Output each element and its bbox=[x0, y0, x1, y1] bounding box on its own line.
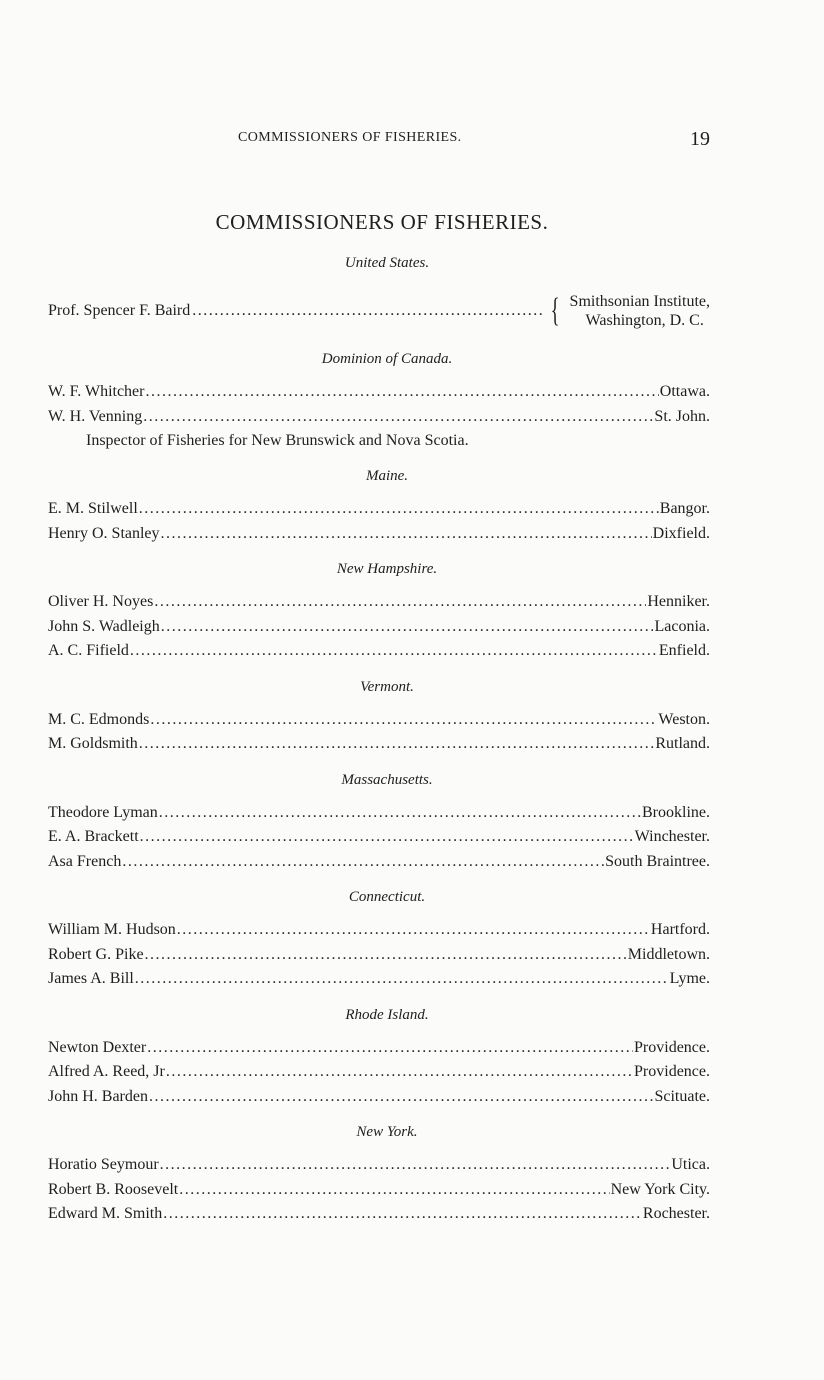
commissioner-place: Bangor. bbox=[659, 500, 710, 517]
section-heading-new-hampshire: New Hampshire. bbox=[336, 561, 438, 577]
dot-leader bbox=[154, 590, 646, 615]
commissioner-place: Rochester. bbox=[642, 1205, 710, 1222]
address-line: Smithsonian Institute, bbox=[569, 293, 710, 310]
commissioner-name: James A. Bill bbox=[48, 970, 134, 987]
section-heading-maine: Maine. bbox=[365, 468, 409, 484]
page-number: 19 bbox=[690, 128, 710, 150]
list-item bbox=[48, 918, 710, 943]
list-item bbox=[48, 708, 710, 733]
commissioner-name: M. C. Edmonds bbox=[48, 710, 150, 728]
commissioner-place: Weston. bbox=[658, 710, 710, 728]
dot-leader bbox=[145, 380, 658, 405]
commissioner-name: Henry O. Stanley bbox=[48, 524, 160, 542]
commissioner-place: Winchester. bbox=[634, 828, 710, 845]
commissioner-place: Laconia. bbox=[654, 617, 710, 635]
section-heading-massachusetts: Massachusetts. bbox=[341, 771, 433, 788]
dot-leader bbox=[130, 639, 658, 664]
dot-leader bbox=[179, 1178, 609, 1203]
commissioner-place: Dixfield. bbox=[652, 524, 710, 542]
dot-leader bbox=[177, 918, 650, 943]
list-item bbox=[48, 590, 710, 615]
list-item bbox=[48, 1178, 710, 1203]
commissioner-place: Providence. bbox=[634, 1038, 710, 1056]
dot-leader bbox=[139, 497, 659, 522]
list-item bbox=[48, 850, 710, 875]
commissioner-name: Prof. Spencer F. Baird bbox=[48, 302, 191, 319]
commissioner-place: Providence. bbox=[634, 1063, 710, 1080]
commissioner-name: W. F. Whitcher bbox=[48, 383, 145, 400]
commissioners-list bbox=[48, 252, 710, 1227]
commissioner-place: South Braintree. bbox=[605, 852, 710, 870]
dot-leader bbox=[166, 1060, 633, 1085]
list-item bbox=[48, 639, 710, 664]
list-item bbox=[48, 732, 710, 757]
commissioner-place: Middletown. bbox=[627, 945, 710, 963]
commissioner-place: Henniker. bbox=[647, 593, 710, 610]
section-heading-canada: Dominion of Canada. bbox=[321, 351, 453, 367]
commissioner-name: Alfred A. Reed, Jr bbox=[48, 1063, 165, 1080]
commissioner-name: William M. Hudson bbox=[48, 921, 176, 938]
list-item bbox=[48, 967, 710, 992]
dot-leader bbox=[122, 850, 604, 875]
commissioner-place: New York City. bbox=[610, 1180, 710, 1198]
list-item bbox=[48, 380, 710, 405]
commissioner-place: Ottawa. bbox=[659, 383, 710, 400]
dot-leader bbox=[149, 1085, 653, 1110]
dot-leader bbox=[163, 1202, 642, 1227]
dot-leader bbox=[159, 801, 641, 826]
section-note: Inspector of Fisheries for New Brunswick and Nova Scotia. bbox=[86, 432, 469, 449]
dot-leader bbox=[140, 825, 634, 850]
section-heading-united-states: United States. bbox=[344, 255, 430, 271]
commissioner-place: Scituate. bbox=[654, 1087, 710, 1105]
dot-leader bbox=[139, 732, 655, 757]
dot-leader bbox=[161, 615, 654, 640]
list-item bbox=[48, 801, 710, 826]
list-item bbox=[48, 1060, 710, 1085]
list-item bbox=[48, 1202, 710, 1227]
dot-leader bbox=[147, 1036, 633, 1061]
address-line: Washington, D. C. bbox=[585, 312, 704, 329]
commissioner-name: A. C. Fifield bbox=[48, 642, 129, 659]
dot-leader bbox=[145, 943, 627, 968]
commissioner-place: Lyme. bbox=[669, 970, 710, 987]
commissioner-name: Newton Dexter bbox=[48, 1038, 147, 1056]
commissioner-place: Hartford. bbox=[650, 921, 710, 938]
commissioner-place: Rutland. bbox=[655, 735, 710, 752]
commissioner-name: Theodore Lyman bbox=[48, 803, 158, 821]
running-head bbox=[0, 128, 824, 154]
commissioner-name: Horatio Seymour bbox=[48, 1156, 159, 1173]
brace-mark: { bbox=[550, 292, 560, 329]
commissioner-name: Asa French bbox=[48, 852, 122, 870]
list-item bbox=[48, 405, 710, 430]
dot-leader bbox=[161, 522, 652, 547]
list-item bbox=[48, 1036, 710, 1061]
section-heading-connecticut: Connecticut. bbox=[348, 889, 426, 905]
commissioner-name: Robert B. Roosevelt bbox=[48, 1180, 179, 1198]
commissioner-address bbox=[570, 292, 710, 330]
commissioner-name: M. Goldsmith bbox=[48, 735, 138, 752]
dot-leader bbox=[160, 1153, 671, 1178]
commissioner-place: Utica. bbox=[671, 1156, 710, 1173]
commissioner-name: John S. Wadleigh bbox=[48, 617, 160, 635]
list-item bbox=[48, 1153, 710, 1178]
commissioner-place: Brookline. bbox=[642, 803, 710, 821]
commissioner-name: E. A. Brackett bbox=[48, 828, 139, 845]
commissioner-name: Edward M. Smith bbox=[48, 1205, 163, 1222]
section-heading-new-york: New York. bbox=[356, 1124, 418, 1140]
commissioner-name: W. H. Venning bbox=[48, 407, 143, 425]
dot-leader bbox=[143, 405, 653, 430]
list-item bbox=[48, 943, 710, 968]
list-item bbox=[48, 825, 710, 850]
dot-leader bbox=[135, 967, 669, 992]
commissioner-name: E. M. Stilwell bbox=[48, 500, 138, 517]
commissioner-name: John H. Barden bbox=[48, 1087, 148, 1105]
commissioner-name: Robert G. Pike bbox=[48, 945, 144, 963]
list-item bbox=[48, 288, 710, 334]
dot-leader bbox=[150, 708, 657, 733]
section-heading-vermont: Vermont. bbox=[360, 678, 414, 695]
running-title: COMMISSIONERS OF FISHERIES. bbox=[238, 130, 462, 145]
commissioner-place: Enfield. bbox=[658, 642, 710, 659]
dot-leader bbox=[192, 302, 545, 320]
list-item bbox=[48, 497, 710, 522]
commissioner-name: Oliver H. Noyes bbox=[48, 593, 154, 610]
section-heading-rhode-island: Rhode Island. bbox=[345, 1006, 429, 1023]
page-title: COMMISSIONERS OF FISHERIES. bbox=[215, 210, 549, 234]
list-item bbox=[48, 1085, 710, 1110]
list-item bbox=[48, 522, 710, 547]
commissioner-place: St. John. bbox=[654, 407, 710, 425]
list-item bbox=[48, 615, 710, 640]
